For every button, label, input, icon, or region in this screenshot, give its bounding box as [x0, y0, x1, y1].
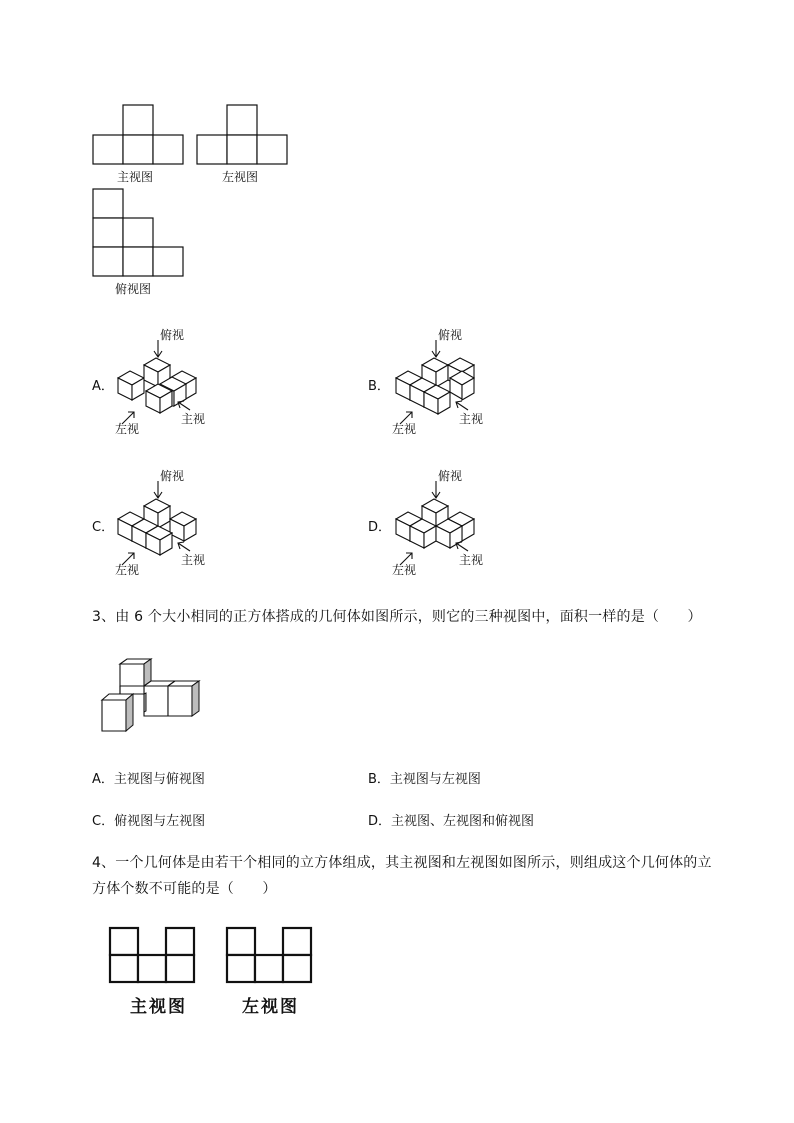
q4-stem-line1: 4、一个几何体是由若干个相同的立方体组成，其主视图和左视图如图所示，则组成这个几何体的立	[92, 855, 712, 871]
option-b-left-label: 左视	[392, 422, 417, 436]
q4-stem-line2: 方体个数不可能的是（ ）	[92, 881, 277, 897]
option-b-letter: B．	[368, 379, 390, 394]
q2-front-view-label: 主视图	[117, 170, 154, 184]
q3-option-a: A．主视图与俯视图	[92, 772, 205, 787]
q3-stem: 3、由 6 个大小相同的正方体搭成的几何体如图所示，则它的三种视图中，面积一样的是（ ）	[92, 609, 702, 625]
option-c-left-label: 左视	[115, 563, 140, 577]
q2-left-view	[196, 104, 288, 166]
option-d-front-label: 主视	[459, 553, 484, 567]
option-c-front-label: 主视	[181, 553, 206, 567]
option-a-top-label: 俯视	[160, 328, 185, 342]
option-a-front-label: 主视	[181, 412, 206, 426]
option-b-front-label: 主视	[459, 412, 484, 426]
q2-front-view	[92, 104, 184, 166]
option-d-top-label: 俯视	[438, 469, 463, 483]
q3-option-c: C．俯视图与左视图	[92, 814, 206, 829]
q2-left-view-label: 左视图	[222, 170, 259, 184]
option-a-cubes	[118, 358, 196, 413]
q3-option-b: B．主视图与左视图	[368, 772, 481, 787]
q2-top-view	[92, 188, 184, 278]
q3-option-d: D．主视图、左视图和俯视图	[368, 814, 535, 829]
option-c-letter: C．	[92, 520, 115, 535]
q4-left-view	[225, 926, 315, 984]
option-d-cubes	[396, 499, 474, 548]
option-c-top-label: 俯视	[160, 469, 185, 483]
q4-front-view-label: 主视图	[130, 997, 187, 1017]
q3-figure	[96, 656, 208, 738]
option-a-left-label: 左视	[115, 422, 140, 436]
q2-top-view-label: 俯视图	[115, 282, 152, 296]
option-a-letter: A．	[92, 379, 114, 394]
option-b-top-label: 俯视	[438, 328, 463, 342]
option-d-letter: D．	[368, 520, 392, 535]
q4-front-view	[108, 926, 198, 984]
q4-left-view-label: 左视图	[242, 997, 299, 1017]
option-d-left-label: 左视	[392, 563, 417, 577]
